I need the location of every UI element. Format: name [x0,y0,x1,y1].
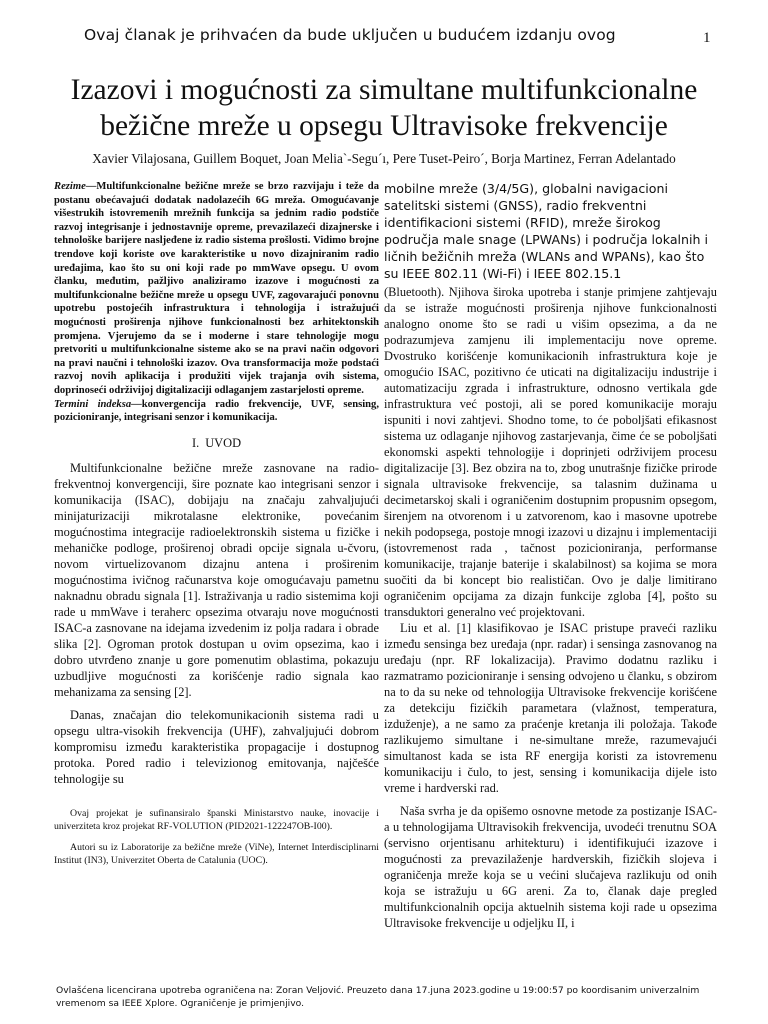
index-terms-text: konvergencija radio frekvencije, UVF, sensing, pozicioniranje, integrisani senzor i komunikacija. [54,398,379,424]
right-column [384,180,717,931]
abstract [54,180,379,398]
footnote-funding: Ovaj projekat je sufinansiralo španski Ministarstvo nauke, inovacije i univerziteta kroz projekat RF-VOLUTION (PID2021-122247OB-I00). [54,807,379,832]
abstract-dash: — [85,181,97,192]
index-terms-dash: — [131,398,142,410]
footnotes [54,807,379,868]
right-body [384,284,717,931]
section-title: UVOD [205,435,242,450]
license-footer: Ovlašćena licencirana upotreba ograničena na: Zoran Veljović. Preuzeto dana 17.juna 2023.godine u 19:00:57 po koordisanim univerzalnim vremenom sa IEEE Xplore. Ograničenje je primjenjivo. [56,985,700,1009]
left-column [54,180,379,868]
author-list: Xavier Vilajosana, Guillem Boquet, Joan Melia`-Segu´ı, Pere Tuset-Peiro´, Borja Martinez, Ferran Adelantado [92,151,676,166]
body-paragraph: Danas, značajan dio telekomunikacionih sistema radi u opsegu ultra-visokih frekvencija (UHF), zahvaljujući dobrom kompromisu između karakteristika propagacije i dostupnog protoka. Pored radio i televizionog emitovanja, najčešće tehnologije su [54,707,379,786]
paper-title-line-2: bežične mreže u opsegu Ultravisoke frekvencije [100,110,668,142]
body-paragraph: Liu et al. [1] klasifikovao je ISAC pristupe praveći razliku između sensinga bez uređaja (npr. radar) i sensinga zasnovanog na uređaju (npr. RF lokalizacija). Pravimo dodatnu razliku i razmatramo pozicioniranje i sensing odvojeno u članku, s obzirom na to da su neke od tehnologija Ultravisoke frekvencije korišćene za detekciju fizičkih parametara (vlažnost, temperatura, izduženje), a ne samo za praćenje kretanja ili položaja. Takođe razlikujemo simultane i ne-simultane mreže, razumevajući simultanost kada se ista RF energija koristi za istovremenu komunikaciju i čulo, to jest, sensing i komunikacija dijele isto vreme i hardverski rad. [384,621,717,795]
section-heading [54,435,379,451]
body-paragraph: Naša svrha je da opišemo osnovne metode za postizanje ISAC-a u tehnologijama Ultravisokih frekvencija, uvodeći trenutnu SOA (servisno orjentisanu arhitekturu) i identifikujući izazove i mogućnosti za prevazilaženje hardverskih, fizičkih slojeva i ograničenja mreže koja se u većini slučajeva razlikuju od onih koja se istražuju u 6G areni. Za to, članak daje pregled multifunkcionalnih opcija aktuelnih sistema koji rade u opsezima Ultravisoke frekvencije u odjeljku II, i [384,804,717,930]
abstract-label: Rezime [54,181,86,192]
body-snippet-sans: mobilne mreže (3/4/5G), globalni navigacioni satelitski sistemi (GNSS), radio frekventni identifikacioni sistemi (RFID), mreže širokog područja male snage (LPWANs) i područja lokalnih i ličnih bežičnih mreža (WLANs and WPANs), kao što su IEEE 802.11 (Wi-Fi) i IEEE 802.15.1 [384,181,708,281]
running-head: Ovaj članak je prihvaćen da bude uključen u budućem izdanju ovog [84,26,616,44]
footnote-affiliation: Autori su iz Laboratorije za bežične mreže (ViNe), Internet Interdisciplinarni Institut (IN3), Univerzitet Oberta de Catalunia (UOC). [54,842,379,867]
index-terms-label: Termini indeksa [54,398,132,410]
index-terms [54,398,379,425]
body-paragraph: Multifunkcionalne bežične mreže zasnovane na radio-frekventnoj konvergenciji, šire poznate kao integrisani senzor i komunikacija (ISAC), dobijaju na značaju zahvaljujući minijaturizaciji mikrotalasne elektronike, povećanim mogućnostima integracije radioelektronskih sistema u fizičke i mehaničke podloge, proširenoj obradi opcije signala u-čvoru, novom virtuelizovanom dizajnu antena i proširenim mogućnostima ivičnog računarstva koje omogućavaju pametnu naknadnu obradu signala [1]. Istraživanja u radio sistemima koji rade u mmWave i teraherc opsezima otvaraju nove mogućnosti ISAC-a zasnovane na idejama izvedenim iz polja radara i obrade slika [2]. Ogroman protok dostupan u ovim opsezima, kao i dobro utvrđeno znanje u gore pomenutim oblastima, pokazuju uzbudljive mogućnosti za korišćenje radio signala kao mehanizama za sensing [2]. [54,460,379,699]
paper-title [30,72,738,144]
abstract-text: Multifunkcionalne bežične mreže se brzo razvijaju i teže da postanu obećavajući dodatak nadolazećih 6G mreža. Omogućavanje višestrukih istovremenih mrežnih funkcija sa jednim radio podstiče razvoj integrisanje i jednostavnije opreme, prevazilazeći dizajnerske i tehnološke barijere nasljeđene iz radio sistema prošlosti. Vidimo brojne trendove koji koriste ove karakteristike u novo dizajniranim radio uređajima, kao što su oni koji rade po mmWave opsegu. U ovom članku, međutim, pažljivo analiziramo izazove i mogućnosti za multifunkcionalne bežične mreže u opsegu UVF, zagovarajući ponovnu upotrebu postojećih infrastruktura i tehnologija i istražujući mogućnosti proširenja njihove funkcionalnosti bez arhitektonskih promjena. Vjerujemo da se i moderne i stare tehnologije mogu pretvoriti u multifunkcionalne sisteme ako se na pravi način odgovori na pravi naučni i tehnološki izazov. Ova transformacija može podstaći razvoj novih aplikacija i produžiti vijek trajanja ovih sistema, doprinoseći održivijoj digitalizaciji odlaganjem zastarjelosti opreme. [54,181,379,396]
body-paragraph: (Bluetooth). Njihova široka upotreba i stanje primjene zahtjevaju da se istraže mogućnosti proširenja njihove funkcionalnosti analogno onome što se radi u višim opsezima, a da ne podrazumjeva zamjenu ili implementaciju nove opreme. Dvostruko korišćenje komunikacionih infrastruktura koje je omogućio ISAC, pozitivno će uticati na digitalizaciju industrije i automatizaciju zgrada i infrastrukture, odnosno vertikala gde infrastruktura već postoji, ali se pored komunikacije moraju ispuniti i novi zahtjevi. Shodno tome, to će poboljšati efikasnost sistema uz odlaganje njihovog zastarjevanja, čime će se poboljšati ekonomski aspekti tehnologije i doprinjeti održivijem procesu digitalizacije [3]. Bez obzira na to, zbog unutrašnje fizičke prirode signala ultravisoke frekvencije, sa talasnim dužinama u decimetarskoj skali i ograničenim dostupnim propusnim opsegom, širenjem na otvorenom i u zatvorenom, kao i masovne upotrebe nekih podopsega, postoje mnogi izazovi u dizajnu i implementaciji (istovremenost rada , tačnost pozicioniranja, performanse komunikacije, trajanje baterije i skalabilnost) sa kojima se mora suočiti da bi koncept bio realističan. Ovo je dalje limitirano ograničenim opcijama za dizajn funkcije zgloba [4], pošto su transduktori generalno već projektovani. [384,285,717,619]
section-number: I. [191,435,200,450]
page-number: 1 [703,30,711,46]
paper-title-line-1: Izazovi i mogućnosti za simultane multifunkcionalne [70,74,698,106]
